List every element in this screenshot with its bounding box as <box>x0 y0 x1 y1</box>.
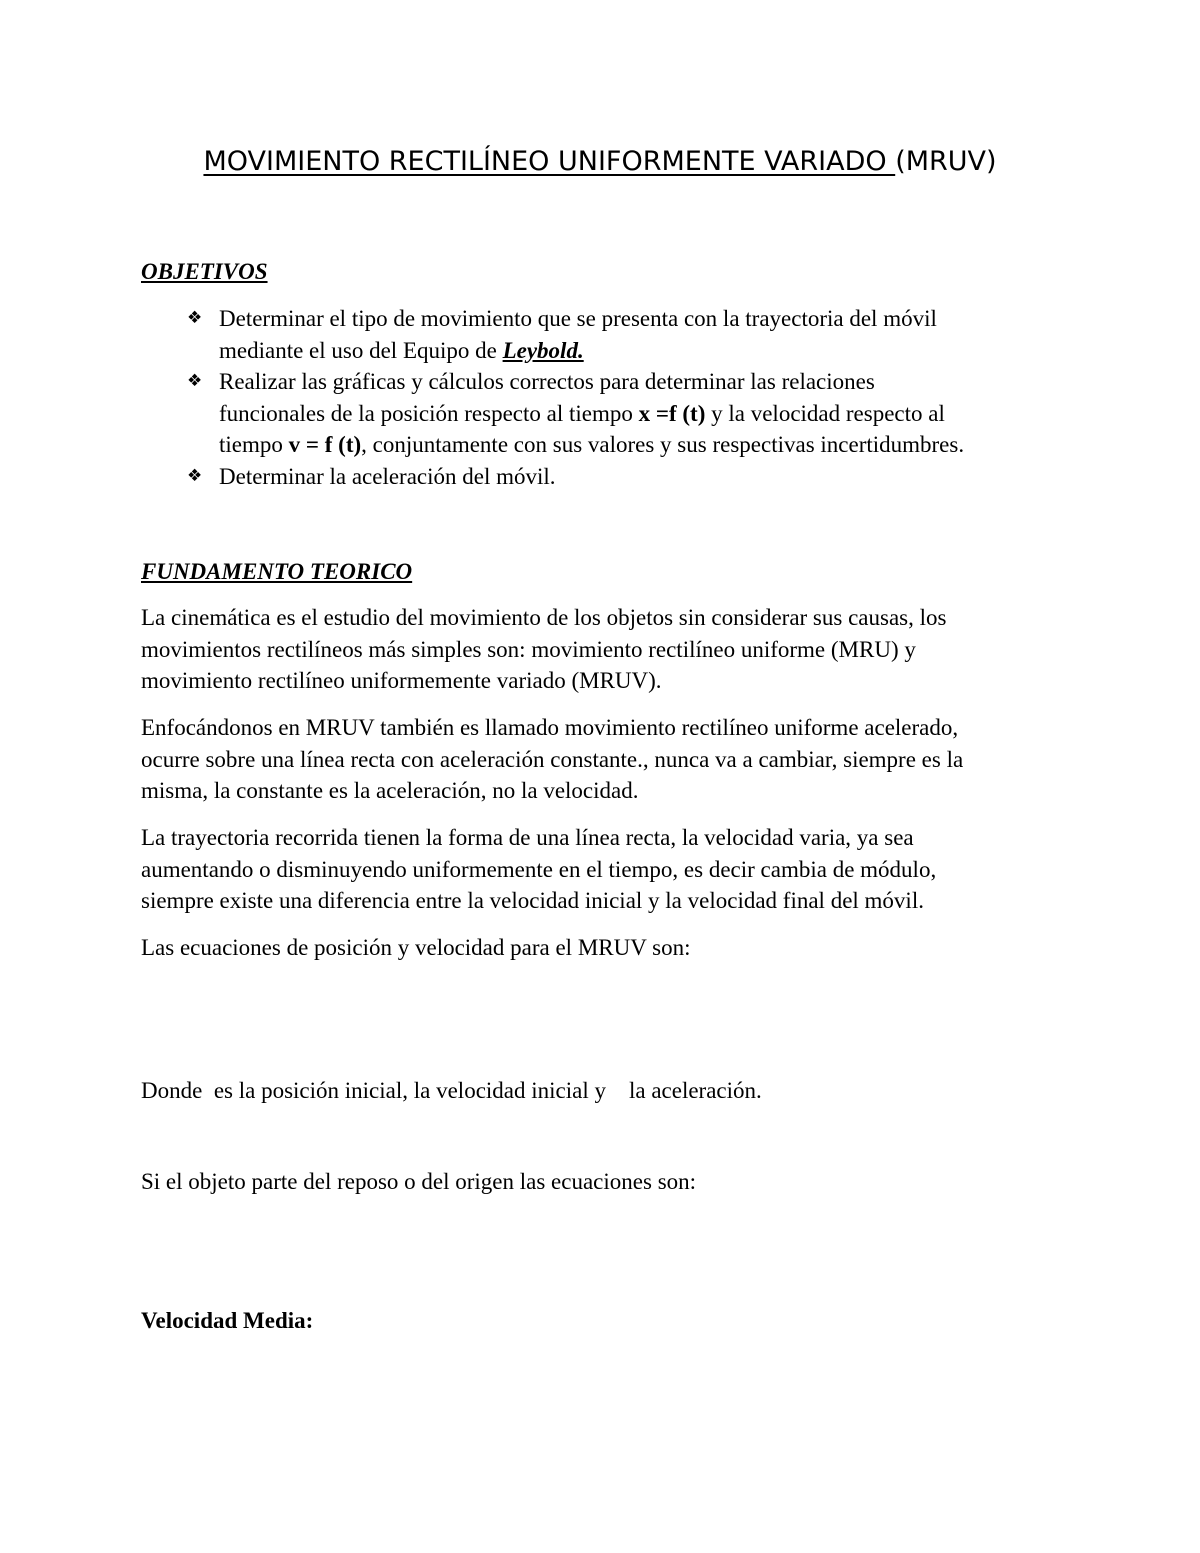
title-underlined-part: MOVIMIENTO RECTILÍNEO UNIFORMENTE VARIADO <box>203 146 896 177</box>
objetivo-text: y la velocidad respecto al <box>705 400 945 426</box>
paragraph-line: ocurre sobre una línea recta con aceleración constante., nunca va a cambiar, siempre es la <box>141 746 964 772</box>
paragraph <box>141 932 1061 964</box>
diamond-bullet-icon: ❖ <box>187 465 203 486</box>
paragraph-line: La trayectoria recorrida tienen la forma de una línea recta, la velocidad varia, ya sea <box>141 825 914 850</box>
title-abbreviation: (MRUV) <box>895 146 997 177</box>
paragraph-line: movimiento rectilíneo uniformemente variado (MRUV). <box>141 668 662 693</box>
document-title <box>0 142 1200 182</box>
leybold-emphasis: Leybold. <box>502 337 584 363</box>
paragraph <box>141 602 1061 697</box>
objetivo-text: , conjuntamente con sus valores y sus respectivas incertidumbres. <box>361 432 965 457</box>
objetivos-heading: OBJETIVOS <box>141 259 268 284</box>
objetivo-item <box>187 303 1067 366</box>
velocidad-media-label: Velocidad Media: <box>141 1308 314 1333</box>
position-function: x =f (t) <box>638 400 706 426</box>
objetivo-text: Determinar la aceleración del móvil. <box>219 463 556 489</box>
reposo-paragraph: Si el objeto parte del reposo o del origen las ecuaciones son: <box>141 1169 697 1194</box>
objetivo-text: Realizar las gráficas y cálculos correctos para determinar las relaciones <box>219 369 875 394</box>
paragraph-line: misma, la constante es la aceleración, no la velocidad. <box>141 778 639 803</box>
paragraph-line: aumentando o disminuyendo uniformemente en el tiempo, es decir cambia de módulo, <box>141 856 937 882</box>
fundamento-heading: FUNDAMENTO TEORICO <box>141 559 413 584</box>
objetivo-text: funcionales de la posición respecto al tiempo <box>219 400 639 426</box>
objetivo-text: tiempo <box>219 432 289 457</box>
objetivo-text: Determinar el tipo de movimiento que se presenta con la trayectoria del móvil <box>219 306 937 331</box>
objetivos-list <box>187 303 1067 492</box>
paragraph <box>141 712 1061 807</box>
paragraph-line: siempre existe una diferencia entre la velocidad inicial y la velocidad final del móvil. <box>141 888 924 913</box>
paragraph-line: La cinemática es el estudio del movimiento de los objetos sin considerar sus causas, los <box>141 605 947 630</box>
paragraph <box>141 822 1061 917</box>
paragraph-line: Las ecuaciones de posición y velocidad para el MRUV son: <box>141 935 691 960</box>
donde-paragraph: Donde es la posición inicial, la velocidad inicial y la aceleración. <box>141 1078 762 1103</box>
diamond-bullet-icon: ❖ <box>187 371 203 391</box>
diamond-bullet-icon: ❖ <box>187 308 203 328</box>
objetivo-text: mediante el uso del Equipo de <box>219 337 503 363</box>
paragraph-line: Enfocándonos en MRUV también es llamado movimiento rectilíneo uniforme acelerado, <box>141 715 959 740</box>
velocity-function: v = f (t) <box>288 432 362 457</box>
paragraph-line: movimientos rectilíneos más simples son: movimiento rectilíneo uniforme (MRU) y <box>141 636 916 662</box>
objetivo-item <box>187 461 1067 493</box>
objetivo-item <box>187 366 1067 461</box>
